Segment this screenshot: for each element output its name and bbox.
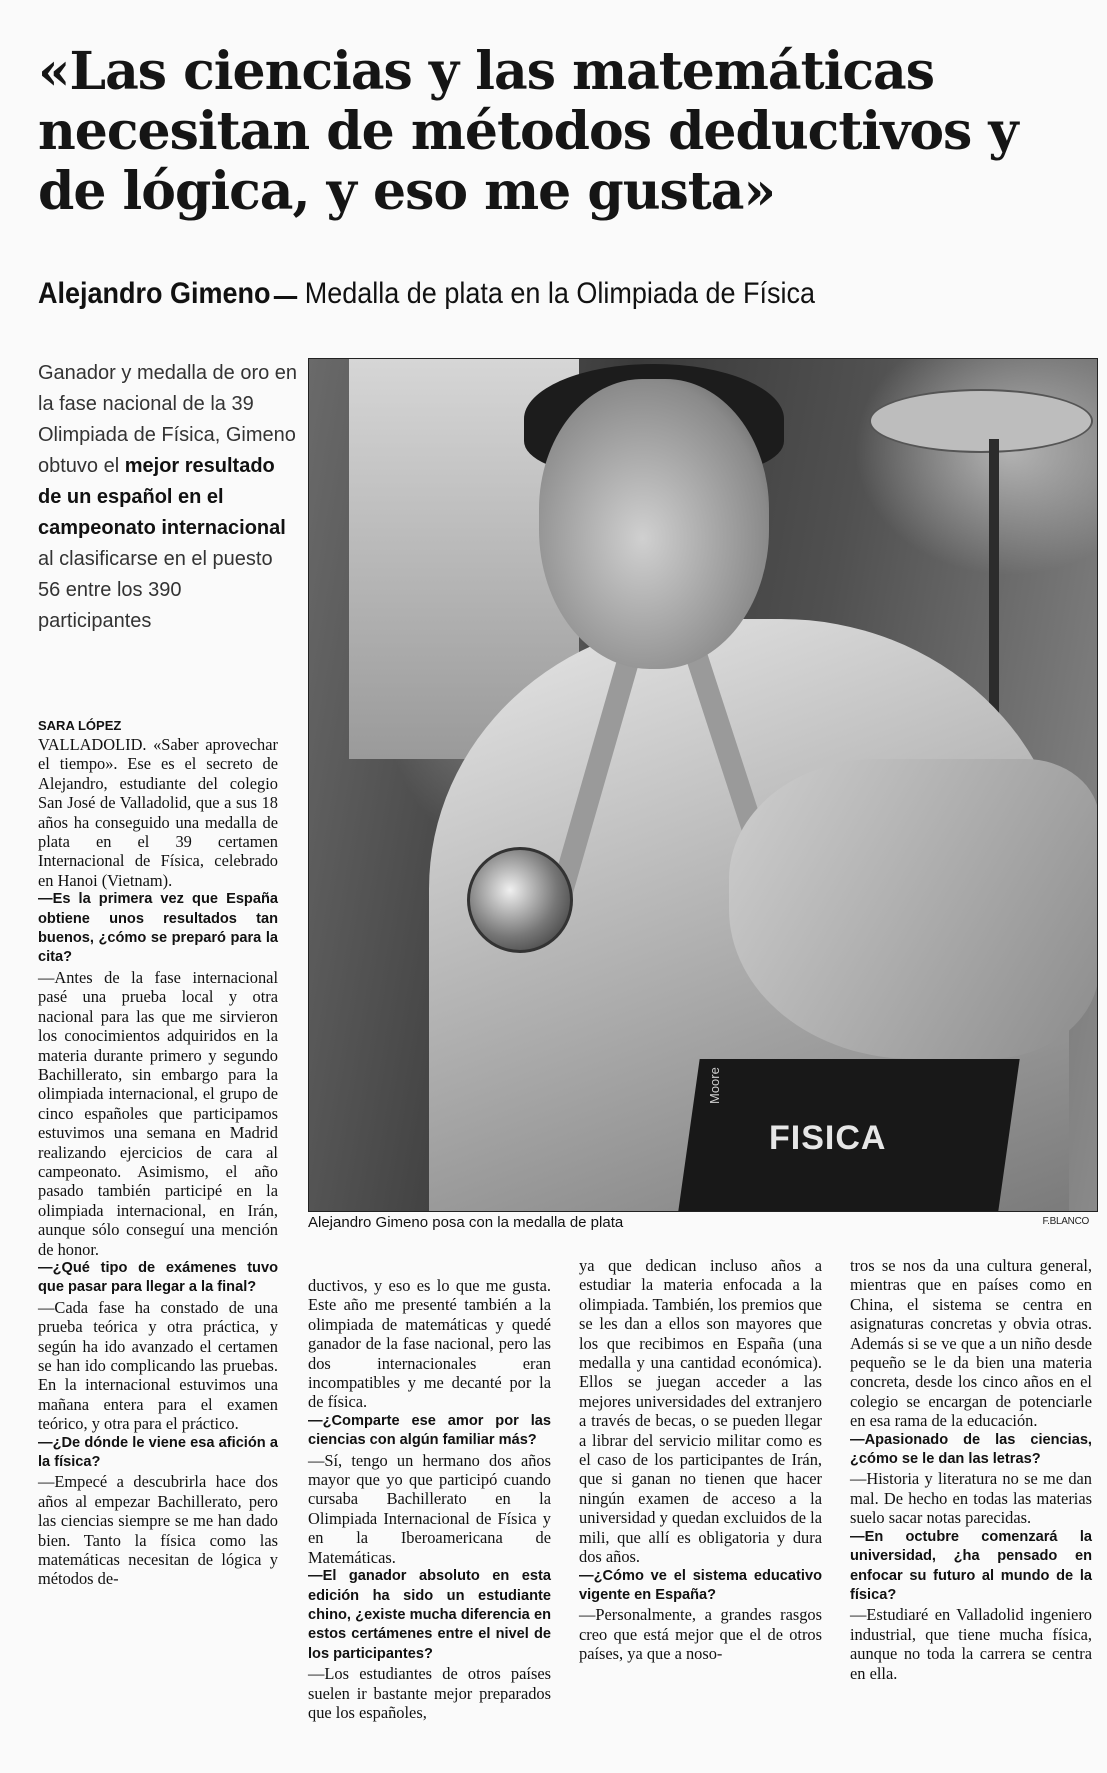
lead-text-2: al clasificarse en el puesto 56 entre los 390 participantes (38, 548, 273, 632)
subject-description: Medalla de plata en la Olimpiada de Física (304, 277, 816, 310)
interview-question: —¿De dónde le viene esa afición a la física? (38, 1434, 278, 1471)
article-paragraph: —Los estudiantes de otros países suelen ir bastante mejor preparados que los españoles, (308, 1664, 551, 1722)
photo-person-head (539, 379, 769, 669)
lead-highlight: mejor resultado de un español en el campeonato internacional (38, 455, 286, 539)
photo-caption: Alejandro Gimeno posa con la medalla de plata (308, 1214, 624, 1231)
article-paragraph: ya que dedican incluso años a estudiar la materia enfocada a la olimpiada. También, los premios que se les dan a ellos son mayores que los que recibimos en España (una medalla y una cantidad económica). Ellos se juegan acceder a las mejores universidades del extranjero a través de becas, o se pueden llegar a librar del servicio militar como es el caso de los participantes de Irán, que si ganan no tienen que hacer ningún examen de acceso a la universidad y quedan excluidos de la mili, que allí es obligatoria y dura dos años. (579, 1256, 822, 1567)
article-column-2 (308, 1276, 551, 1722)
subject-byline (38, 276, 974, 312)
article-paragraph: —Empecé a descubrirla hace dos años al empezar Bachillerato, pero las ciencias siempre se me han dado bien. Tanto la física como las matemáticas necesitan de lógica y métodos de- (38, 1472, 278, 1589)
interview-question: —Es la primera vez que España obtiene unos resultados tan buenos, ¿cómo se preparó para la cita? (38, 891, 278, 966)
subject-name: Alejandro Gimeno (38, 277, 271, 310)
photo-credit: F.BLANCO (1042, 1216, 1089, 1227)
photo-medal (467, 847, 573, 953)
article-paragraph: —Historia y literatura no se me dan mal. De hecho en todas las materias suelo sacar notas parecidas. (850, 1469, 1092, 1528)
article-paragraph: —Antes de la fase internacional pasé una prueba local y otra nacional para las que me sirvieron los conocimientos adquiridos en la materia durante primero y segundo Bachillerato, sin embargo para la olimpiada internacional, el grupo de cinco españoles que participamos estuvimos una semana en Madrid realizando ejercicios de cara al campeonato. Asimismo, el año pasado también participé en la olimpiada internacional, en Irán, aunque sólo conseguí una mención de honor. (38, 967, 278, 1259)
lead-paragraph (38, 358, 300, 637)
article-paragraph: —Personalmente, a grandes rasgos creo que está mejor que el de otros países, ya que a noso- (579, 1605, 822, 1664)
interview-question: —El ganador absoluto en esta edición ha sido un estudiante chino, ¿existe mucha diferencia en estos certámenes entre el nivel de los participantes? (308, 1568, 551, 1662)
article-paragraph: ductivos, y eso es lo que me gusta. Este año me presenté también a la olimpiada de matemáticas y quedé ganador de la fase nacional, pero las dos internacionales eran incompatibles y me decanté por la de física. (308, 1276, 551, 1412)
byline-rule (274, 296, 297, 299)
article-column-3 (579, 1256, 822, 1664)
lead-text-1: Ganador y medalla de oro en la fase nacional de la 39 Olimpiada de Física, Gimeno obtuvo el (38, 362, 298, 477)
article-paragraph: VALLADOLID. «Saber aprovechar el tiempo». Ese es el secreto de Alejandro, estudiante del colegio San José de Valladolid, que a sus 18 años ha conseguido una medalla de plata en el 39 certamen Internacional de Física, celebrado en Hanoi (Vietnam). (38, 735, 278, 890)
article-paragraph: —Estudiaré en Valladolid ingeniero industrial, que tiene mucha física, aunque no toda la carrera se centra en ella. (850, 1605, 1092, 1683)
interview-question: —¿Comparte ese amor por las ciencias con algún familiar más? (308, 1412, 551, 1449)
interview-question: —¿Qué tipo de exámenes tuvo que pasar para llegar a la final? (38, 1259, 278, 1296)
article-paragraph: —Cada fase ha constado de una prueba teórica y otra práctica, y según ha ido avanzado el certamen se han ido complicando las pruebas. En la internacional estuvimos una mañana entera para el examen teórico, y otra para el práctico. (38, 1297, 278, 1434)
article-author: SARA LÓPEZ (38, 718, 122, 733)
photo-book-author: Moore (707, 1067, 722, 1104)
article-photo (308, 358, 1098, 1212)
interview-question: —¿Cómo ve el sistema educativo vigente en España? (579, 1567, 822, 1603)
photo-book-title: FISICA (769, 1119, 887, 1157)
article-column-1 (38, 716, 278, 1589)
article-paragraph: —Sí, tengo un hermano dos años mayor que yo que participó cuando cursaba Bachillerato en la Olimpiada Internacional de Física y en la Iberoamericana de Matemáticas. (308, 1450, 551, 1567)
interview-question: —En octubre comenzará la universidad, ¿ha pensado en enfocar su futuro al mundo de la física? (850, 1528, 1092, 1603)
headline: «Las ciencias y las matemáticas necesitan de métodos deductivos y de lógica, y eso me gusta» (38, 41, 1018, 222)
interview-question: —Apasionado de las ciencias, ¿cómo se le dan las letras? (850, 1431, 1092, 1468)
article-paragraph: tros se nos da una cultura general, mientras que en países como en China, el sistema se centra en asignaturas concretas y obvia otras. Además si se ve que a un niño desde pequeño se le da bien una materia concreta, desde los cinco años en el colegio se encargan de potenciarle en esa rama de la educación. (850, 1256, 1092, 1431)
article-column-4 (850, 1256, 1092, 1683)
photo-person-hand (729, 759, 1098, 1059)
photo-lamp (869, 389, 1093, 453)
